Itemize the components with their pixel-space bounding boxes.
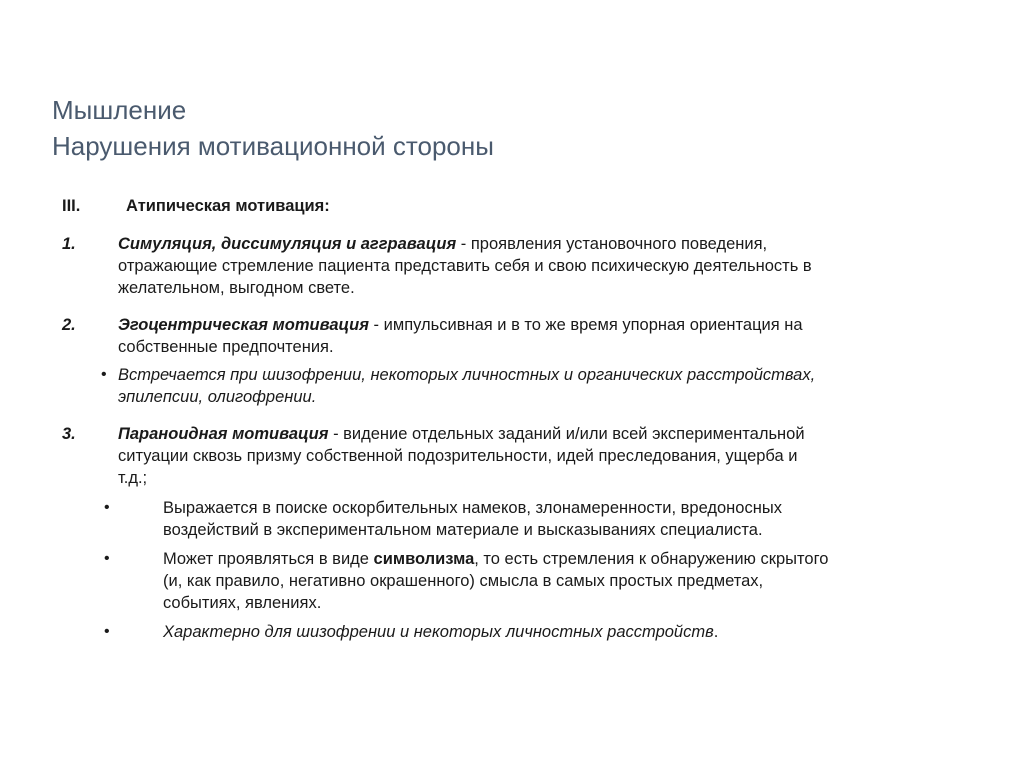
item-term: Параноидная мотивация <box>118 425 329 443</box>
item-term: Симуляция, диссимуляция и аггравация <box>118 235 457 253</box>
item-text: - видение отдельных заданий и/или всей экспериментальной <box>328 425 805 443</box>
bullet-text: воздействий в экспериментальном материале и высказываниях специалиста. <box>163 521 763 539</box>
item-text: ситуации сквозь призму собственной подозрительности, идей преследования, ущерба и <box>118 447 798 465</box>
item-term: Эгоцентрическая мотивация <box>118 316 369 334</box>
bullet-dot: • <box>104 499 110 516</box>
bullet-text-line <box>163 548 828 570</box>
bullet-bold-term: символизма <box>373 550 475 568</box>
item-number: 2. <box>62 316 76 334</box>
section-number: III. <box>62 197 81 215</box>
bullet-text: . <box>713 623 719 641</box>
slide-title <box>52 92 494 164</box>
item-text: - импульсивная и в то же время упорная ориентация на <box>368 316 803 334</box>
item-text: желательном, выгодном свете. <box>118 279 355 297</box>
bullet-dot: • <box>104 623 110 640</box>
item-line <box>118 314 803 336</box>
item-text: т.д.; <box>118 469 148 487</box>
item-number: 1. <box>62 235 76 253</box>
bullet-text: Выражается в поиске оскорбительных намеков, злонамеренности, вредоносных <box>163 499 782 517</box>
item-line <box>118 233 767 255</box>
bullet-dot: • <box>101 366 107 383</box>
item-text: - проявления установочного поведения, <box>456 235 768 253</box>
item-text: собственные предпочтения. <box>118 338 334 356</box>
bullet-text: эпилепсии, олигофрении. <box>118 388 317 406</box>
bullet-text: (и, как правило, негативно окрашенного) смысла в самых простых предметах, <box>163 572 764 590</box>
section-heading: Атипическая мотивация: <box>126 197 330 215</box>
bullet-text: событиях, явлениях. <box>163 594 322 612</box>
bullet-text: , то есть стремления к обнаружению скрытого <box>474 550 829 568</box>
title-line-1: Мышление <box>52 95 187 125</box>
item-line <box>118 423 805 445</box>
bullet-text: Может проявляться в виде <box>163 550 374 568</box>
title-line-2: Нарушения мотивационной стороны <box>52 131 494 161</box>
item-number: 3. <box>62 425 76 443</box>
bullet-text-line <box>163 621 718 643</box>
bullet-text: Характерно для шизофрении и некоторых личностных расстройств <box>163 623 714 641</box>
bullet-dot: • <box>104 550 110 567</box>
item-text: отражающие стремление пациента представить себя и свою психическую деятельность в <box>118 257 812 275</box>
bullet-text: Встречается при шизофрении, некоторых личностных и органических расстройствах, <box>118 366 816 384</box>
